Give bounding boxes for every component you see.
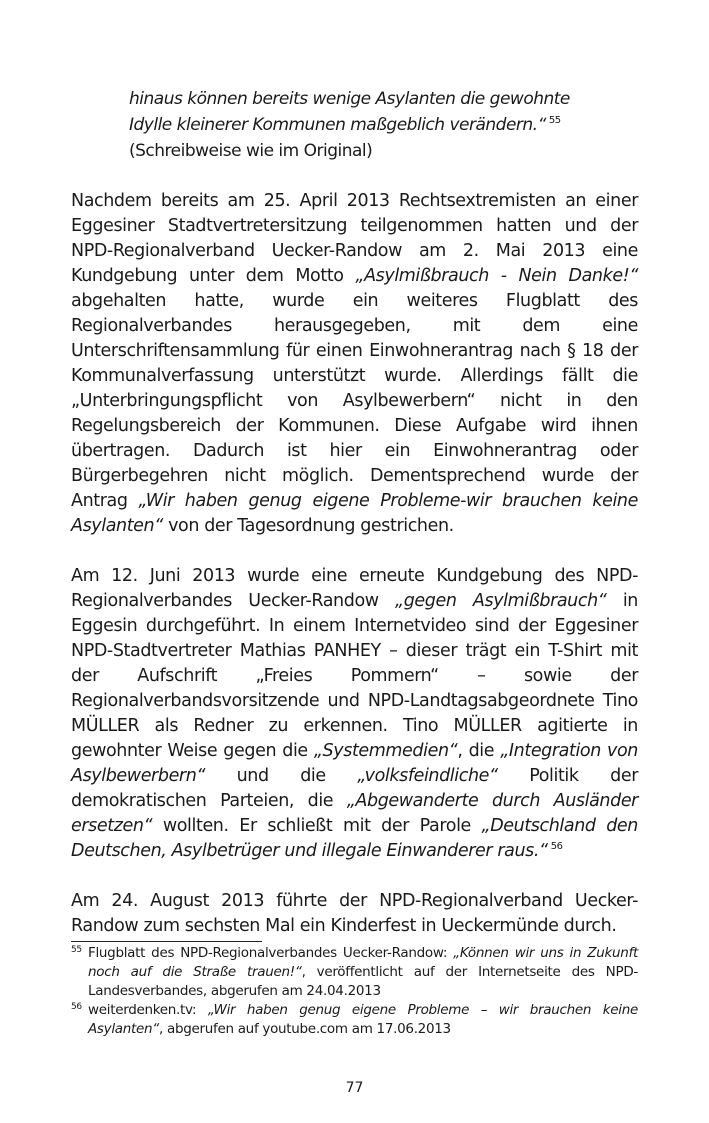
p1-text-c: abgehalten hatte, wurde ein weiteres Flugblatt des Regionalverbandes herausgegeben, mit dem eine Unterschriftensammlung für einen Einwohnerantrag nach § 18 der Kommunalverfassung unterstützt wurde. Allerdings fällt die „Unterbringungspflicht von Asylbewerbern“ nicht in den Regelungsbereich der Kommunen. Diese Aufgabe wird ihnen übertragen. Dadurch ist hier ein Einwohnerantrag oder Bürgerbegehren nicht möglich. Dementsprechend wurde der Antrag	[71, 291, 638, 511]
footnote-ref-55: 55	[548, 115, 561, 126]
p2-text-g: und die	[205, 766, 358, 786]
p1-text-a: Nachdem bereits am 25. April 2013 Rechtsextremisten an einer Eggesiner Stadtvertretersitzung teilgenommen hatten und der NPD-Regionalverband Uecker-Randow am 2. Mai 2013 eine Kundgebung unter dem Motto	[71, 191, 638, 286]
p2-italic-j: „Abgewanderte durch Ausländer ersetzen“	[71, 791, 638, 836]
paragraph-3: Am 24. August 2013 führte der NPD-Regionalverband Uecker-Randow zum sechsten Mal ein Kinderfest in Ueckermünde durch.	[71, 891, 638, 936]
footnote-55	[71, 944, 638, 1001]
footnote-number: 55	[71, 945, 82, 955]
page-body	[71, 86, 638, 939]
footnote-ref-56: 56	[550, 841, 563, 852]
footnote-text: , veröffentlicht auf der Internetseite des NPD-Landesverbandes, abgerufen am 24.04.2013	[88, 964, 638, 999]
footnotes	[71, 944, 638, 1039]
footnote-56	[71, 1001, 638, 1039]
p2-italic-l: „Deutschland den Deutschen, Asylbetrüger und illegale Einwanderer raus.“	[71, 816, 638, 861]
p2-text-k: wollten. Er schließt mit der Parole	[152, 816, 482, 836]
p2-italic-b: „gegen Asylmißbrauch“	[395, 591, 607, 611]
footnote-italic: „Können wir uns in Zukunft noch auf die Straße trauen!“	[88, 945, 638, 980]
paragraph-2	[71, 564, 638, 864]
footnote-italic: „Wir haben genug eigene Probleme – wir brauchen keine Asylanten“	[88, 1002, 638, 1037]
p1-text-e: von der Tagesordnung gestrichen.	[162, 516, 454, 536]
footnote-number: 56	[71, 1002, 82, 1012]
p2-text-c: in Eggesin durchgeführt. In einem Internetvideo sind der Eggesiner NPD-Stadtvertreter Mathias PANHEY – dieser trägt ein T-Shirt mit der Aufschrift „Freies Pommern“ – sowie der Regionalverbandsvorsitzende und NPD-Landtagsabgeordnete Tino MÜLLER als Redner zu erkennen. Tino MÜLLER agitierte in gewohnter Weise gegen die	[71, 591, 638, 761]
footnote-text: Flugblatt des NPD-Regionalverbandes Uecker-Randow:	[88, 945, 454, 961]
footnote-text: , abgerufen auf youtube.com am 17.06.2013	[159, 1021, 451, 1037]
p2-italic-d: „Systemmedien“	[313, 741, 458, 761]
footnote-text: weiterdenken.tv:	[88, 1002, 208, 1018]
p1-italic-motto: „Asylmißbrauch - Nein Danke!“	[355, 266, 638, 286]
page-number: 77	[345, 1080, 364, 1096]
paragraph-1	[71, 189, 638, 539]
p2-text-a: Am 12. Juni 2013 wurde eine erneute Kundgebung des NPD-Regionalverbandes Uecker-Randow	[71, 566, 638, 611]
p2-text-e: , die	[457, 741, 501, 761]
p1-italic-antrag: „Wir haben genug eigene Probleme-wir brauchen keine Asylanten“	[71, 491, 638, 536]
p2-italic-h: „volksfeindliche“	[357, 766, 498, 786]
quote-line-1: hinaus können bereits wenige Asylanten die gewohnte	[129, 89, 570, 109]
quote-line-2: Idylle kleinerer Kommunen maßgeblich verändern.“	[129, 115, 546, 135]
block-quote	[129, 86, 638, 164]
p2-italic-f: „Integration von Asylbewerbern“	[71, 741, 638, 786]
quote-line-3: (Schreibweise wie im Original)	[129, 141, 373, 161]
p2-text-i: Politik der demokratischen Parteien, die	[71, 766, 638, 811]
footnote-divider	[71, 941, 262, 942]
